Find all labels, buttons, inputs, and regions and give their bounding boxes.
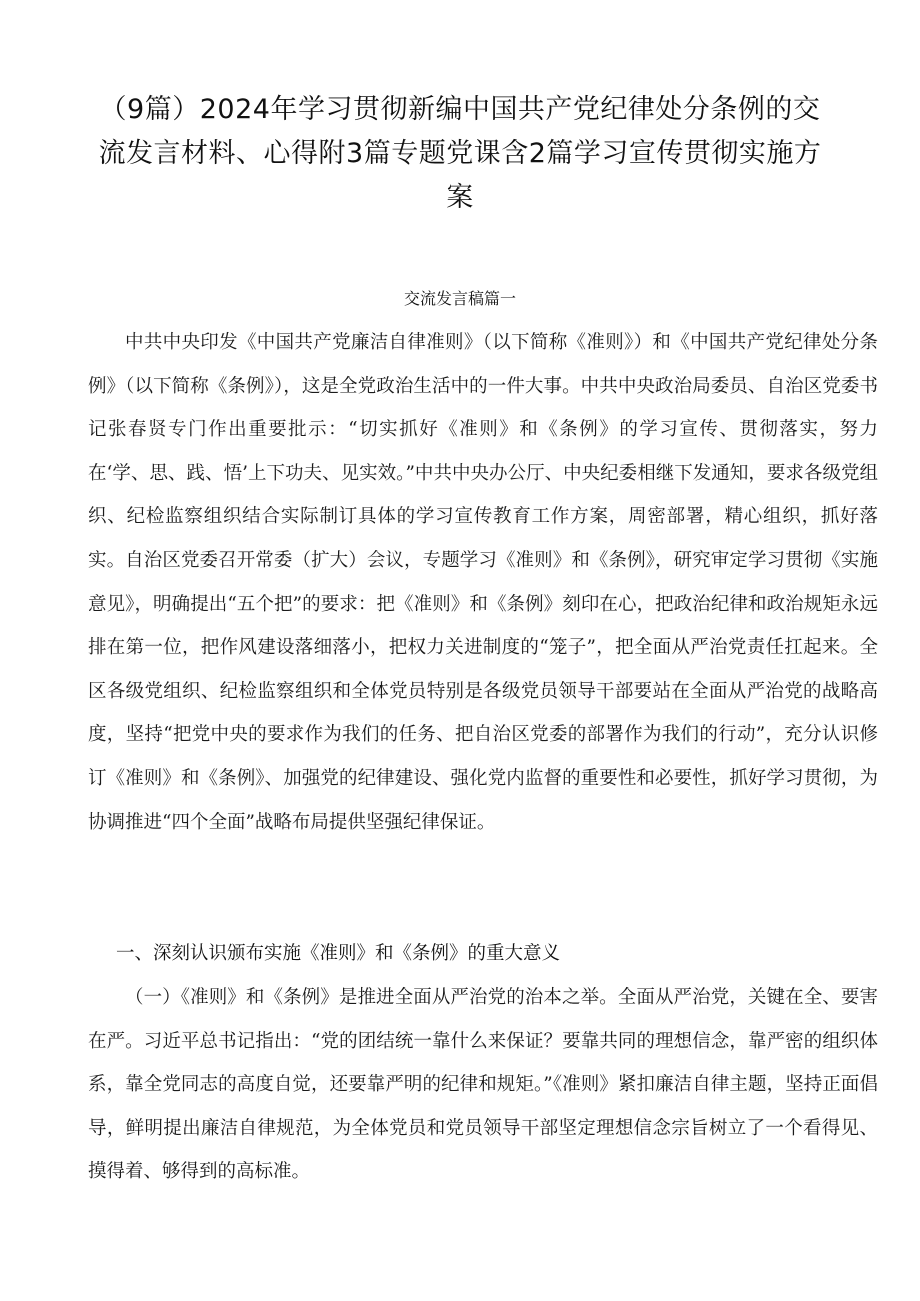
body-paragraph-1: 中共中央印发《中国共产党廉洁自律准则》（以下简称《准则》）和《中国共产党纪律处分条例》（以下简称《条例》），这是全党政治生活中的一件大事。中共中央政治局委员、自治区党委书记张春贤专门作出重要批示：“切实抓好《准则》和《条例》的学习宣传、贯彻落实，努力在‘学、思、践、悟’上下功夫、见实效。”中共中央办公厅、中央纪委相继下发通知，要求各级党组织、纪检监察组织结合实际制订具体的学习宣传教育工作方案，周密部署，精心组织，抓好落实。自治区党委召开常委（扩大）会议，专题学习《准则》和《条例》，研究审定学习贯彻《实施意见》，明确提出“五个把”的要求：把《准则》和《条例》刻印在心，把政治纪律和政治规矩永远排在第一位，把作风建设落细落小，把权力关进制度的“笼子”，把全面从严治党责任扛起来。全区各级党组织、纪检监察组织和全体党员特别是各级党员领导干部要站在全面从严治党的战略高度，坚持“把党中央的要求作为我们的任务、把自治区党委的部署作为我们的行动”，充分认识修订《准则》和《条例》、加强党的纪律建设、强化党内监督的重要性和必要性，抓好学习贯彻，为协调推进“四个全面”战略布局提供坚强纪律保证。 [88, 332, 878, 833]
document-title: （9篇）2024年学习贯彻新编中国共产党纪律处分条例的交流发言材料、心得附3篇专题党课含2篇学习宣传贯彻实施方案 [98, 94, 822, 213]
subheading-1: 一、深刻认识颁布实施《准则》和《条例》的重大意义 [116, 943, 561, 964]
body-paragraph-2: （一）《准则》和《条例》是推进全面从严治党的治本之举。全面从严治党，关键在全、要害在严。习近平总书记指出：“党的团结统一靠什么来保证？要靠共同的理想信念，靠严密的组织体系，靠全党同志的高度自觉，还要靠严明的纪律和规矩。”《准则》紧扣廉洁自律主题，坚持正面倡导，鲜明提出廉洁自律规范，为全体党员和党员领导干部坚定理想信念宗旨树立了一个看得见、摸得着、够得到的高标准。 [88, 987, 878, 1183]
section-title: 交流发言稿篇一 [403, 289, 516, 308]
